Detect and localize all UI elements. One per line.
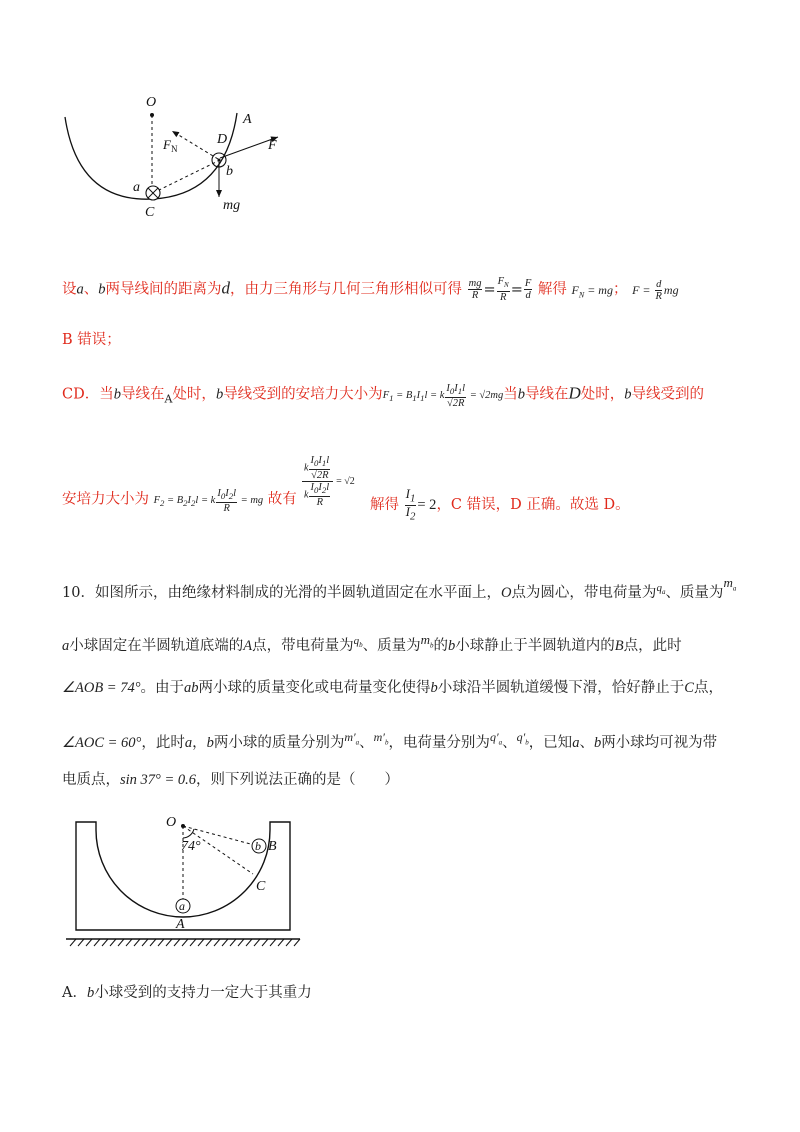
eq-f: F = $\frac{d}{R}$ mg <box>632 279 679 303</box>
label-a-point: A <box>243 112 252 127</box>
label-angle: 74° <box>181 839 201 854</box>
ground-hatching <box>70 939 300 946</box>
label-a-ball: a <box>179 899 185 913</box>
label-d: D <box>217 132 228 147</box>
figure-force-diagram <box>50 85 310 220</box>
solution-line-1: 设a、b两导线间的距离为d，由力三角形与几何三角形相似可得 $\frac{mg}{R}$ = $\frac{F_N}{R}$ = $\frac{F}{d}$ 解得 $F_N$ = mg； F = $\frac{d}{R}$ mg <box>62 276 679 304</box>
eq-f2: $F_2 = B_2I_2l = k$ $\frac{I_0I_2l}{R}$ = mg <box>153 488 264 515</box>
label-c: C <box>256 879 266 894</box>
label-a: a <box>133 180 140 195</box>
q10-line-3: ∠AOB = 74°。由于ab两小球的质量变化或电荷量变化使得b小球沿半圆轨道缓慢下滑，恰好静止于C点， <box>62 680 723 696</box>
arrow-fn <box>172 131 218 159</box>
q10-line-2: a小球固定在半圆轨道底端的A点，带电荷量为$^{q_b}$、质量为$m_b$的b小球静止于半圆轨道内的B点，此时 <box>62 632 682 654</box>
eq-similar: $\frac{mg}{R}$ = $\frac{F_N}{R}$ = $\frac{F}{d}$ <box>468 276 532 304</box>
figure-semicircle-track <box>62 808 312 948</box>
label-mg: mg <box>223 198 241 213</box>
q10-line-4: ∠AOC = 60°，此时a，b两小球的质量分别为$^{m'_a}$、$^{m'_b}$，电荷量分别为$^{q'_a}$、$^{q'_b}$，已知a、b两小球均可视为带 <box>62 730 718 751</box>
solution-line-2: B 错误； <box>62 332 121 348</box>
eq-f1: $F_1 = B_1I_1l = k$ $\frac{I_0I_1l}{√2R}$ = √2mg <box>382 383 504 410</box>
label-c: C <box>145 205 155 220</box>
label-b: b <box>226 164 233 179</box>
label-o: O <box>146 95 157 110</box>
solution-line-4: 安培力大小为 $F_2 = B_2I_2l = k$ $\frac{I_0I_2l}{R}$ = mg 故有 <box>62 488 297 515</box>
label-f: F <box>268 138 277 153</box>
wire-d-dot <box>218 159 221 162</box>
label-b-ball: b <box>255 839 261 853</box>
label-fn: $F_N$ <box>163 137 178 154</box>
label-o: O <box>166 815 177 830</box>
label-a: A <box>176 917 185 932</box>
solution-line-3: CD．当b导线在$_A$处时，b导线受到的安培力大小为$F_1 = B_1I_1l = k$ $\frac{I_0I_1l}{√2R}$ = √2mg当b导线在D处时，b导线受到的 <box>62 383 705 410</box>
option-a: A．b小球受到的支持力一定大于其重力 <box>62 985 312 1001</box>
eq-ratio-fraction: k $\frac{I_0I_1l}{√2R}$ k $\frac{I_0I_2l}{R}$ = √2 <box>304 455 355 509</box>
label-b: B <box>268 839 277 854</box>
q10-line-5: 电质点，sin 37° = 0.6，则下列说法正确的是（ ） <box>62 772 400 788</box>
q10-line-1: 10．如图所示，由绝缘材料制成的光滑的半圆轨道固定在水平面上，O点为圆心，带电荷量为$^{q_a}$、质量为$m_a$ <box>62 575 737 601</box>
solution-line-4b: 解得 $\frac{I_1}{I_2}$ = 2，C 错误，D 正确。故选 D。 <box>370 486 630 523</box>
